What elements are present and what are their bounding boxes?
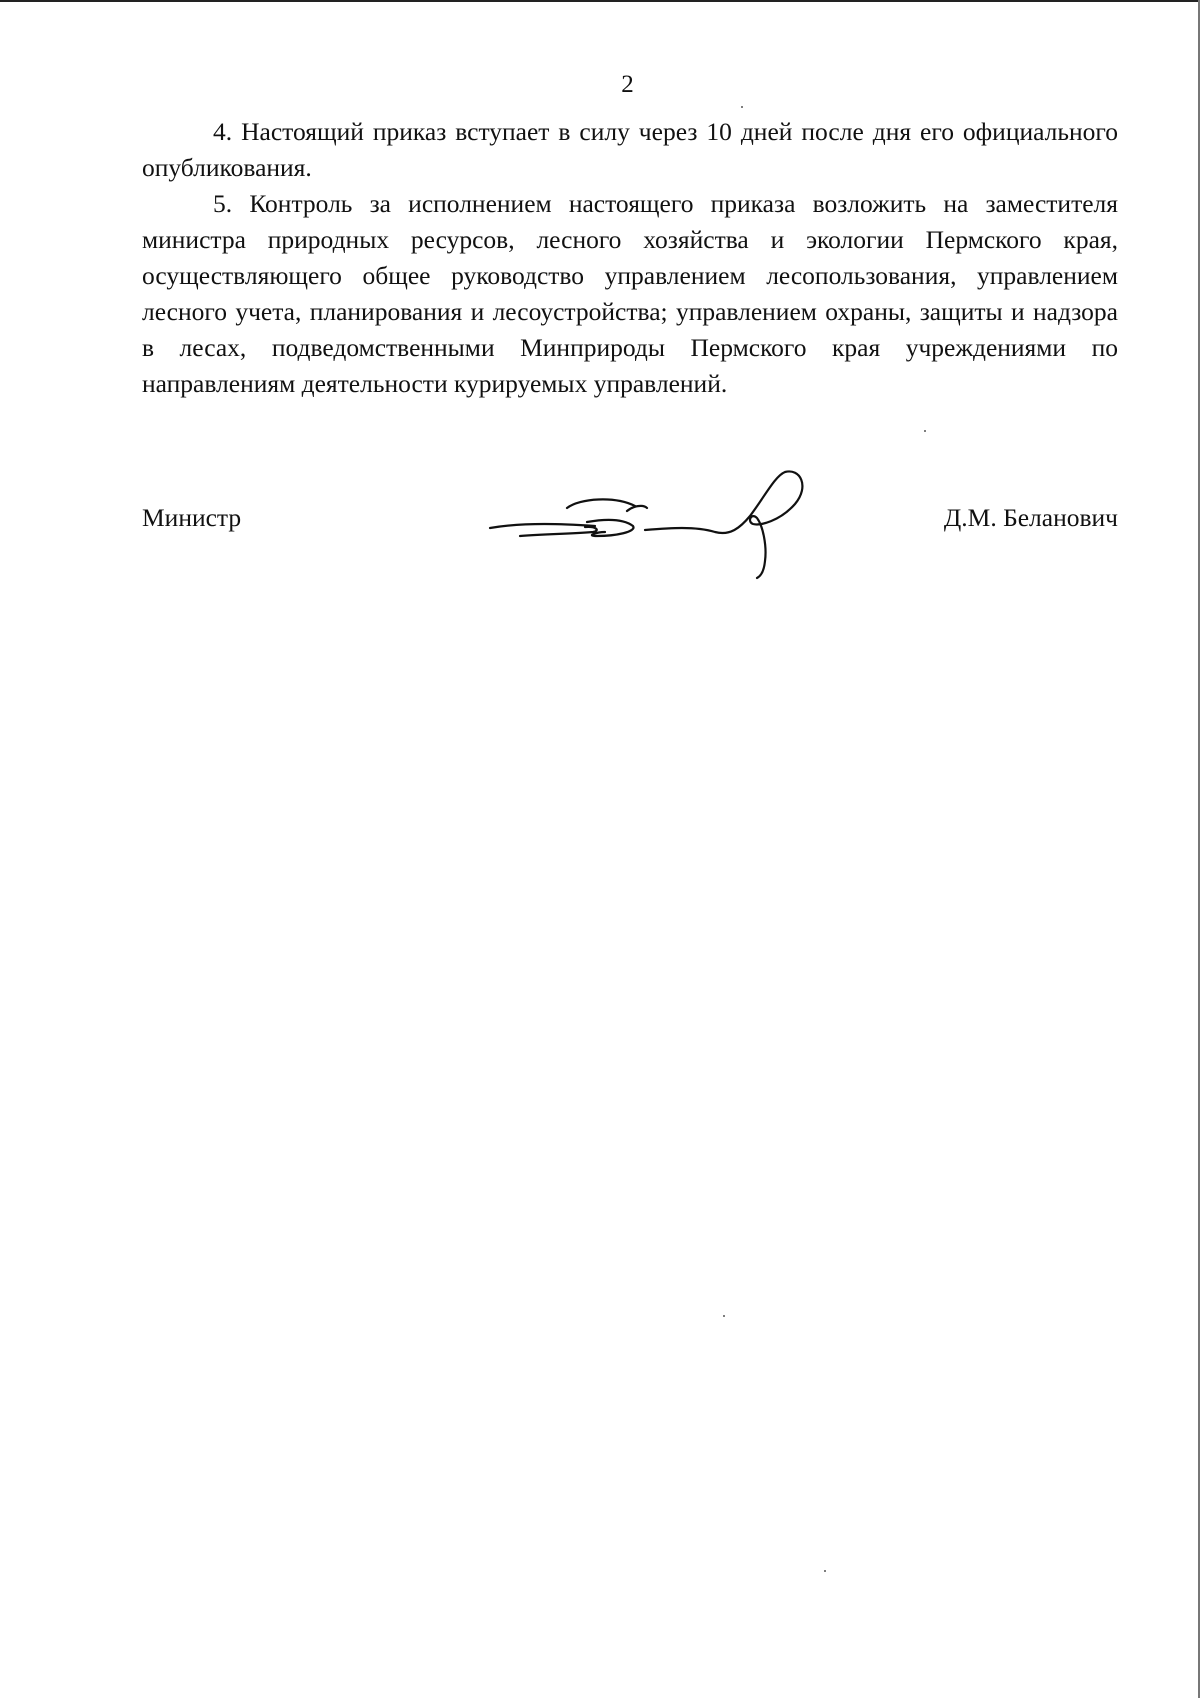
page-top-edge — [0, 0, 1200, 2]
signatory-position: Министр — [142, 503, 242, 532]
scan-speck — [924, 430, 926, 432]
page-number: 2 — [621, 71, 634, 98]
handwritten-signature — [485, 466, 810, 581]
scan-speck — [723, 1315, 725, 1317]
document-body — [142, 114, 1118, 402]
signatory-name: Д.М. Беланович — [943, 503, 1118, 532]
paragraph-5: 5. Контроль за исполнением настоящего приказа возложить на заместителя министра природных ресурсов, лесного хозяйства и экологии Пермского края, осуществляющего общее руководство управлением лесопользования, управлением лесного учета, планирования и лесоустройства; управлением охраны, защиты и надзора в лесах, подведомственными Минприроды Пермского края учреждениями по направлениям деятельности курируемых управлений. — [142, 189, 1118, 398]
scan-speck — [741, 106, 743, 108]
paragraph-4: 4. Настоящий приказ вступает в силу через 10 дней после дня его официального опубликования. — [142, 117, 1118, 182]
scan-speck — [824, 1570, 826, 1572]
